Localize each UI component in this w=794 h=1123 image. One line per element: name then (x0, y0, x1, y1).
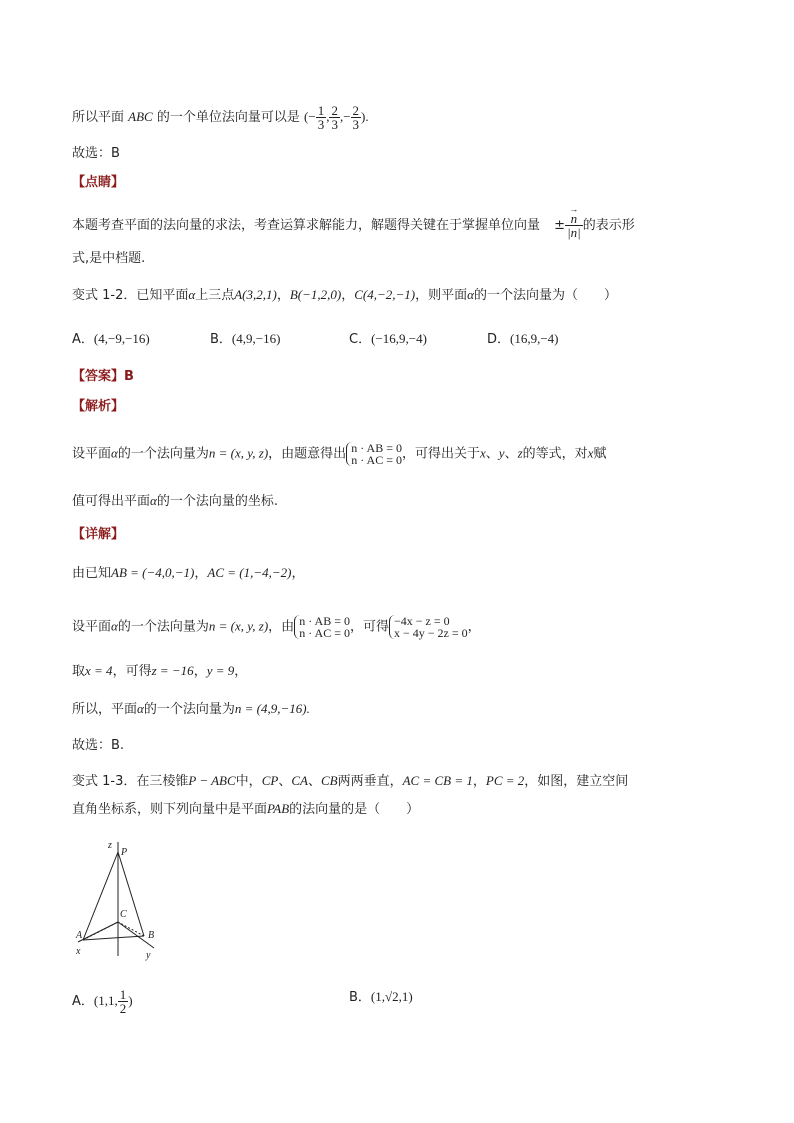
edge-ab (83, 936, 144, 940)
pyramid-figure (70, 838, 170, 962)
detail-line-3: 取x = 4，可得z = −16，y = 9， (72, 663, 248, 679)
label-x: x (76, 946, 81, 957)
label-p: P (121, 847, 128, 858)
edge-pb (118, 852, 144, 936)
label-c: C (120, 909, 127, 920)
equation-system-3: −4x − z = 0 x − 4y − 2z = 0 (389, 615, 468, 639)
fraction-3: $\frac{2}{3}$ (352, 103, 360, 132)
option-2-b: B．(1,√2,1) (349, 989, 413, 1005)
unit-vector-fraction: → $\frac{n}{|n|}$ (565, 212, 583, 239)
equation-system-1: n · AB = 0 n · AC = 0 (346, 442, 402, 466)
text: 所以平面 (72, 110, 125, 125)
section-dianjing: 【点睛】 (72, 175, 125, 190)
fraction-2: $\frac{2}{3}$ (331, 103, 338, 132)
option-2-a: A．(1,1, $\frac{1}{2}$ ) (72, 987, 133, 1016)
fraction-1: $\frac{1}{3}$ (317, 103, 325, 132)
jiexi-text-2: 值可得出平面α的一个法向量的坐标. (72, 493, 278, 509)
label-b: B (148, 930, 155, 941)
section-jiexi: 【解析】 (72, 399, 125, 414)
choice-line-1: 故选：B (72, 146, 120, 161)
equation-system-2: n · AB = 0 n · AC = 0 (294, 615, 350, 639)
unit-normal-conclusion: 所以平面 ABC 的一个单位法向量可以是 (− $\frac{1}{3}$ , $\frac{2}{3}$ ,− $\frac{2}{3}$ ). (72, 103, 369, 132)
variant-1-2-question: 变式 1-2．已知平面α上三点A(3,2,1)，B(−1,2,0)，C(4,−2,−1)，则平面α的一个法向量为（ ） (72, 287, 617, 303)
plane-label: ABC (128, 109, 153, 124)
option-c: C．(−16,9,−4) (349, 331, 427, 347)
jiexi-text-1: 设平面α的一个法向量为n = (x, y, z)，由题意得出 n · AB = 0 n · AC = 0 ，可得出关于x、y、z的等式，对x赋 (72, 441, 607, 467)
option-d: D．(16,9,−4) (487, 331, 559, 347)
dianjing-text-2: 式,是中档题. (72, 251, 146, 266)
text: 的一个单位法向量可以是 (156, 110, 300, 125)
answer-tag: 【答案】B (72, 369, 134, 384)
section-xiangjie: 【详解】 (72, 527, 125, 542)
fraction-half: $\frac{1}{2}$ (119, 987, 127, 1016)
detail-line-2: 设平面α的一个法向量为n = (x, y, z)，由 n · AB = 0 n · AC = 0 ，可得 −4x − z = 0 x − 4y − 2z = 0 ， (72, 614, 481, 640)
detail-line-4: 所以，平面α的一个法向量为n = (4,9,−16). (72, 701, 310, 717)
dianjing-text-1: 本题考查平面的法向量的求法，考查运算求解能力，解题得关键在于掌握单位向量 ± → $\frac{n}{|n|}$ 的表示形 (72, 212, 635, 239)
edge-pa (83, 852, 118, 940)
label-a: A (76, 930, 83, 941)
option-a: A．(4,−9,−16) (72, 331, 150, 347)
detail-line-1: 由已知AB = (−4,0,−1)，AC = (1,−4,−2)， (72, 565, 305, 581)
choice-line-2: 故选：B. (72, 738, 125, 753)
option-b: B．(4,9,−16) (210, 331, 281, 347)
label-z: z (108, 840, 112, 851)
variant-1-3-question-2: 直角坐标系，则下列向量中是平面PAB的法向量的是（ ） (72, 801, 420, 817)
variant-1-3-question-1: 变式 1-3．在三棱锥P − ABC中，CP、CA、CB两两垂直，AC = CB = 1，PC = 2，如图，建立空间 (72, 773, 629, 789)
paren: (− (304, 109, 316, 124)
label-y: y (146, 950, 151, 961)
